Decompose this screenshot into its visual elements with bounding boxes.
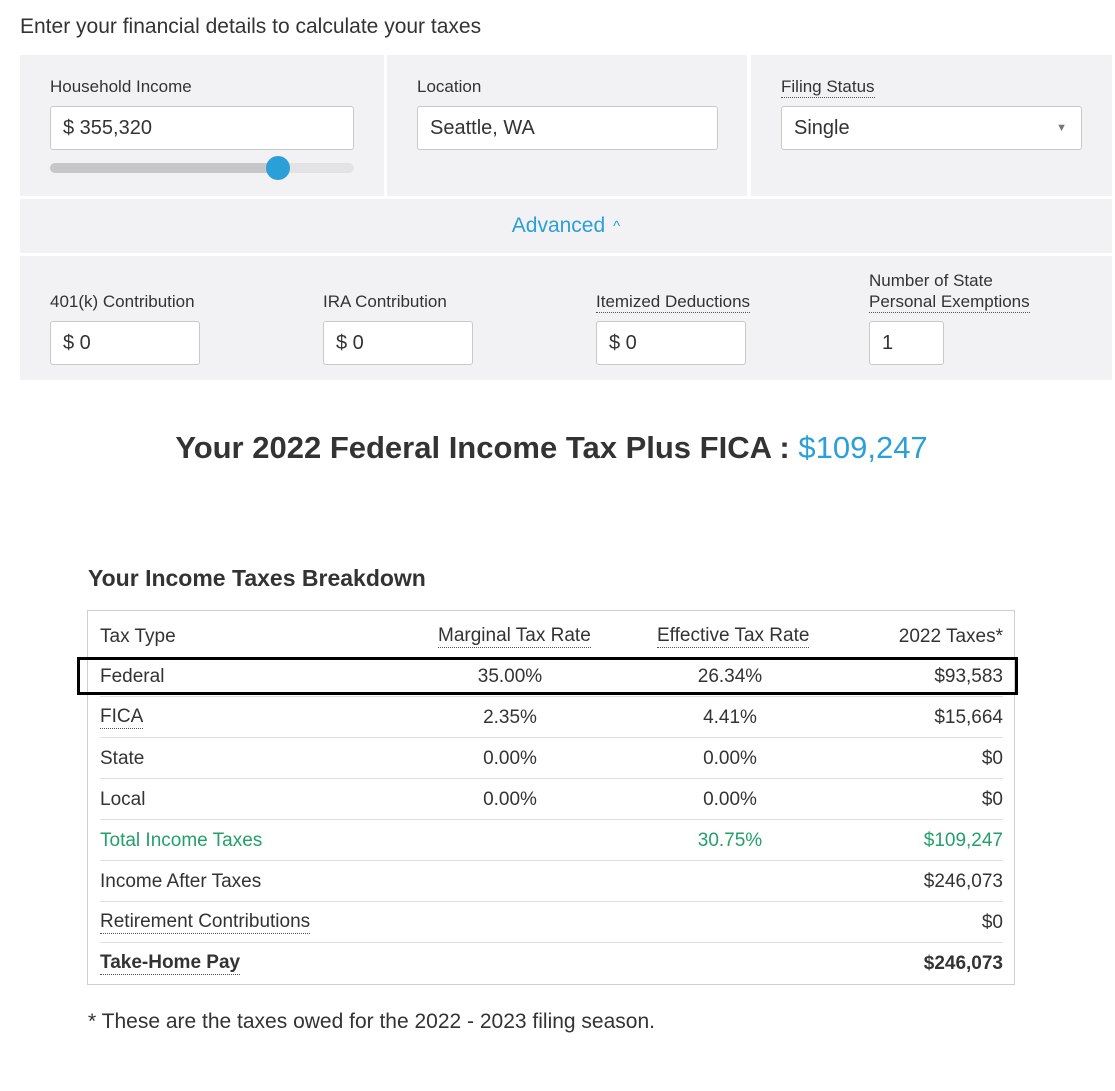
401k-label: 401(k) Contribution (50, 292, 195, 311)
household-income-input[interactable]: $ 355,320 (50, 106, 354, 150)
state-exemptions-label-line1: Number of State (869, 271, 993, 290)
tax-headline (0, 430, 1103, 466)
footnote: * These are the taxes owed for the 2022 - 2023 filing season. (88, 1010, 655, 1033)
intro-text: Enter your financial details to calculate your taxes (20, 15, 482, 38)
row-effective: 0.00% (703, 788, 757, 810)
row-type: Take-Home Pay (100, 952, 241, 973)
row-taxes: $93,583 (934, 665, 1003, 687)
row-taxes: $246,073 (923, 870, 1003, 892)
income-slider[interactable] (50, 163, 354, 173)
header-taxes: 2022 Taxes* (898, 625, 1003, 647)
row-marginal: 0.00% (483, 788, 537, 810)
row-marginal: 0.00% (483, 747, 537, 769)
row-type: Local (100, 788, 146, 810)
row-effective: 4.41% (703, 706, 757, 728)
row-marginal (410, 861, 610, 902)
row-type: Federal (100, 665, 165, 687)
advanced-label: Advanced (511, 214, 606, 237)
state-exemptions-label-line2: Personal Exemptions (869, 292, 1030, 311)
ira-label: IRA Contribution (323, 292, 447, 311)
row-type: Total Income Taxes (100, 829, 263, 851)
tax-headline-amount: $109,247 (798, 430, 928, 465)
table-row-fica (100, 697, 1003, 738)
row-effective (630, 861, 830, 902)
401k-input[interactable]: $ 0 (50, 321, 200, 365)
row-effective: 26.34% (697, 665, 763, 687)
table-row-total (100, 820, 1003, 861)
table-row-state (100, 738, 1003, 779)
income-slider-fill (50, 163, 278, 173)
chevron-up-icon: ^ (613, 217, 621, 235)
row-marginal (410, 943, 610, 984)
location-input[interactable]: Seattle, WA (417, 106, 718, 150)
filing-status-value: Single (794, 116, 850, 139)
row-taxes: $0 (981, 911, 1003, 933)
row-effective (630, 902, 830, 943)
row-effective: 0.00% (703, 747, 757, 769)
tax-headline-text: Your 2022 Federal Income Tax Plus FICA : (175, 430, 799, 465)
row-marginal: 2.35% (483, 706, 537, 728)
breakdown-title: Your Income Taxes Breakdown (88, 565, 426, 591)
federal-row-highlight-box (77, 657, 1018, 695)
header-tax-type: Tax Type (100, 625, 176, 647)
table-row-retirement (100, 902, 1003, 943)
chevron-down-icon: ▼ (1056, 122, 1067, 134)
state-exemptions-label (869, 270, 1030, 313)
header-marginal-rate: Marginal Tax Rate (438, 625, 591, 646)
household-income-label: Household Income (50, 77, 192, 96)
row-marginal (410, 820, 610, 861)
table-row-after-taxes (100, 861, 1003, 902)
row-taxes: $246,073 (923, 952, 1003, 974)
ira-input[interactable]: $ 0 (323, 321, 473, 365)
filing-status-select[interactable] (781, 106, 1082, 150)
row-effective (630, 943, 830, 984)
row-type: Income After Taxes (100, 870, 262, 892)
table-header-row (100, 616, 1003, 657)
row-taxes: $0 (981, 788, 1003, 810)
itemized-deductions-input[interactable]: $ 0 (596, 321, 746, 365)
table-row-local (100, 779, 1003, 820)
row-type: FICA (100, 706, 144, 727)
advanced-toggle[interactable] (20, 199, 1112, 253)
row-taxes: $109,247 (923, 829, 1003, 851)
state-exemptions-input[interactable]: 1 (869, 321, 944, 365)
income-slider-thumb[interactable] (266, 156, 290, 180)
itemized-deductions-label: Itemized Deductions (596, 292, 751, 311)
row-taxes: $15,664 (934, 706, 1003, 728)
row-taxes: $0 (981, 747, 1003, 769)
row-effective: 30.75% (697, 829, 763, 851)
filing-status-label: Filing Status (781, 77, 875, 96)
row-type: Retirement Contributions (100, 911, 311, 932)
row-marginal: 35.00% (477, 665, 543, 687)
header-effective-rate: Effective Tax Rate (657, 625, 810, 646)
row-type: State (100, 747, 145, 769)
table-row-take-home (100, 943, 1003, 984)
row-marginal (410, 902, 610, 943)
location-label: Location (417, 77, 482, 96)
